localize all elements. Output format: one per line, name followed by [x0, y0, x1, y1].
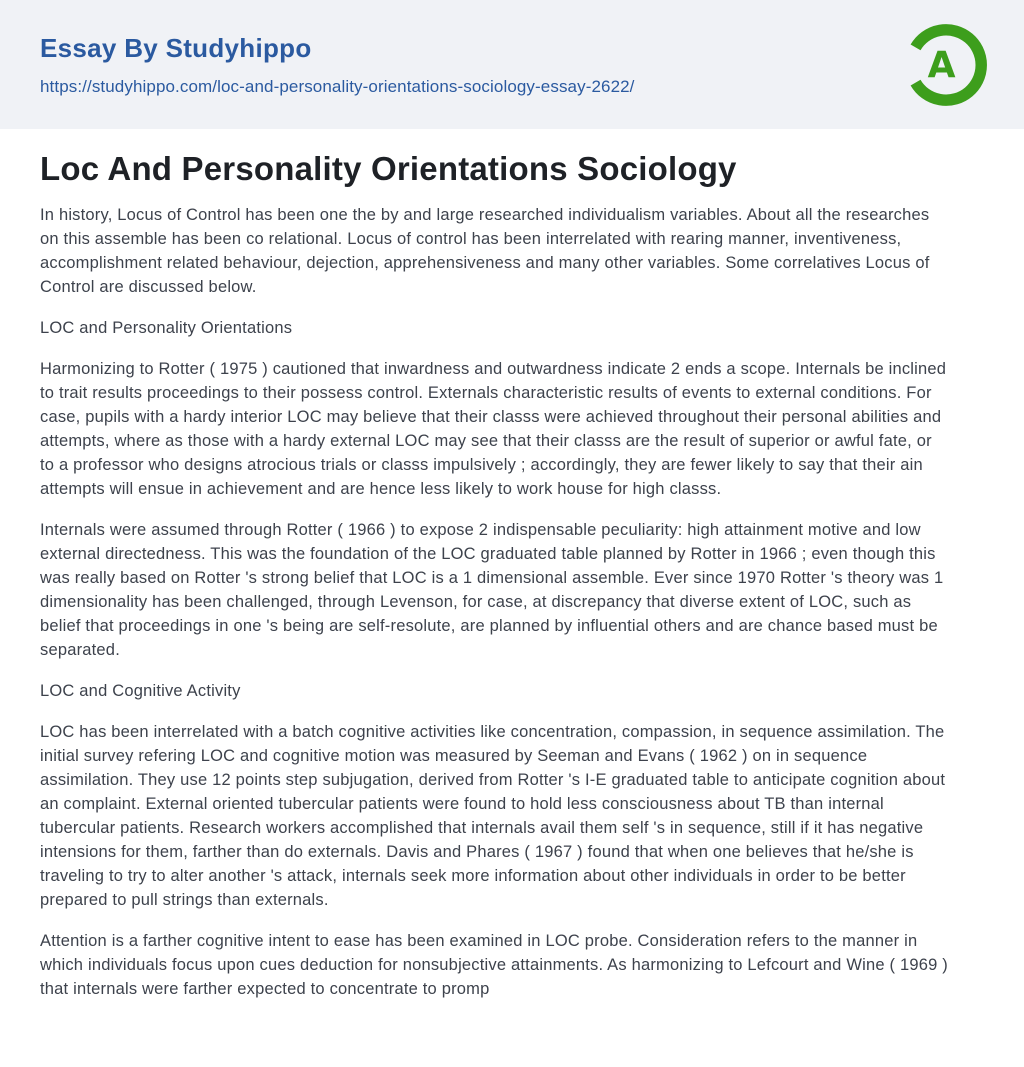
section-heading-cognitive-activity: LOC and Cognitive Activity — [40, 682, 241, 700]
brand-title: Essay By Studyhippo — [40, 32, 312, 63]
logo-letter: A — [927, 43, 956, 86]
essay-title: Loc And Personality Orientations Sociology — [40, 150, 737, 187]
paragraph-rotter-1975: Harmonizing to Rotter ( 1975 ) cautioned that inwardness and outwardness indicate 2 ends a scope. Internals be inclined to trait results proceedings to their possess control. Externals characteristic results of events to external conditions. For case, pupils with a hardy interior LOC may believe that their classs were achieved throughout their personal abilities and attempts, where as those with a hardy external LOC may see that their classs are the result of superior or awful fate, or to a professor who designs atrocious trials or classs impulsively ; accordingly, they are fewer likely to say that their ain attempts will ensue in achievement and are hence less likely to work house for high classs. — [40, 360, 947, 498]
essay-content — [0, 129, 1024, 1001]
source-url-link[interactable]: https://studyhippo.com/loc-and-personality-orientations-sociology-essay-2622/ — [40, 76, 635, 96]
section-heading-personality-orientations: LOC and Personality Orientations — [40, 319, 293, 337]
paragraph-cognitive-activity: LOC has been interrelated with a batch cognitive activities like concentration, compassion, in sequence assimilation. The initial survey refering LOC and cognitive motion was measured by Seeman and Evans ( 1962 ) on in sequence assimilation. They use 12 points step subjugation, derived from Rotter 's I-E graduated table to anticipate cognition about an complaint. External oriented tubercular patients were found to hold less consciousness about TB than internal tubercular patients. Research workers accomplished that internals avail them self 's in sequence, still if it has negative intensions for them, farther than do externals. Davis and Phares ( 1967 ) found that when one believes that he/she is traveling to try to alter another 's attack, internals seek more information about other individuals in order to be better prepared to pull strings than externals. — [40, 723, 946, 909]
header-text-block — [40, 33, 635, 97]
studyhippo-logo-icon — [902, 19, 990, 111]
paragraph-attention: Attention is a farther cognitive intent to ease has been examined in LOC probe. Consideration refers to the manner in which individuals focus upon cues deduction for nonsubjective attainments. As harmonizing to Lefcourt and Wine ( 1969 ) that internals were farther expected to concentrate to promp — [40, 932, 948, 998]
paragraph-rotter-1966: Internals were assumed through Rotter ( 1966 ) to expose 2 indispensable peculiarity: high attainment motive and low external directedness. This was the foundation of the LOC graduated table planned by Rotter in 1966 ; even though this was really based on Rotter 's strong belief that LOC is a 1 dimensional assemble. Ever since 1970 Rotter 's theory was 1 dimensionality has been challenged, through Levenson, for case, at discrepancy that diverse extent of LOC, such as belief that proceedings in one 's being are self-resolute, are planned by influential others and are chance based must be separated. — [40, 521, 944, 659]
paragraph-intro: In history, Locus of Control has been one the by and large researched individualism variables. About all the researches on this assemble has been co relational. Locus of control has been interrelated with rearing manner, inventiveness, accomplishment related behaviour, dejection, apprehensiveness and many other variables. Some correlatives Locus of Control are discussed below. — [40, 206, 930, 296]
page-header — [0, 0, 1024, 129]
